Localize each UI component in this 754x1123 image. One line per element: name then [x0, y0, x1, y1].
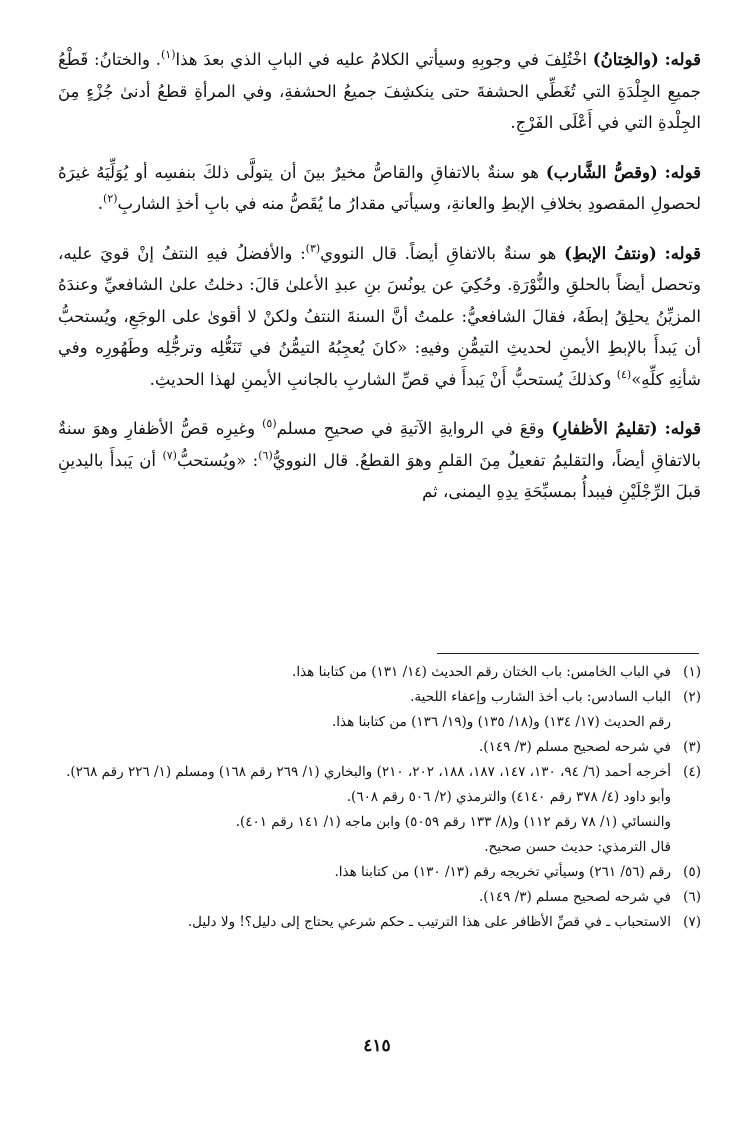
paragraph-term: (وقصُّ الشَّارب): [545, 162, 658, 182]
footnote-text: الاستحباب ـ في قصِّ الأظافر على هذا الترتيب ـ حكم شرعي يحتاج إلى دليل؟! ولا دليل.: [187, 914, 671, 930]
paragraph-text: .: [97, 194, 104, 213]
paragraph-text: : والأفضلُ فيهِ النتفُ إنْ قويَ عليه، وتحصل أيضاً بالحلقِ والنُّوْرَةِ. وحُكِيَ عن يونُسَ بنِ عبدِ الأعلىٰ قالَ: دخلتُ علىٰ الشافعيِّ وعندَهُ المزيِّنُ يحلِقُ إبطَهُ، فقالَ الشافعيُّ: علمتُ أنَّ السنةَ النتفُ ولكنْ لا أقوىٰ على الوجَعِ، ويُستحبُّ أن يَبدأَ بالإبطِ الأيمنِ لحديثِ التيمُّنِ وفيهِ: «كانَ يُعجِبُهُ التيمُّنُ في تَنَعُّلِه وترجُّلِه وطَهُورِه وفي شأنِهِ كلِّهِ»: [58, 243, 701, 389]
footnote-number: (٥): [683, 864, 701, 880]
footnote-text: رقم الحديث (١٧/ ١٣٤) و(١٨/ ١٣٥) و(١٩/ ١٣٦) من كتابنا هذا.: [331, 714, 671, 730]
paragraph-text: وغيرِه قصُّ الأظفارِ وهوَ سنةٌ بالاتفاقِ أيضاً، والتقليمُ تفعيلٌ مِنَ القلمِ وهوَ القطعُ. قال النوويُّ: [58, 419, 701, 470]
footnote-line: [58, 810, 701, 835]
footnote-text: في شرحه لصحيح مسلم (٣/ ١٤٩).: [479, 739, 671, 755]
paragraph: [58, 44, 701, 139]
page-number: ٤١٥: [363, 1036, 391, 1056]
footnote-line: [58, 735, 701, 760]
paragraph-text: هو سنةٌ بالاتفاقِ والقاصُّ مخيرٌ بينَ أن يتولَّى ذلكَ بنفسِه أو يُوَلِّيَهُ غيرَهُ لحصولِ المقصودِ بخلافِ الإبطِ والعانةِ، وسيأتي مقدارُ ما يُقَصُّ منه في بابِ أخذِ الشاربِ: [58, 162, 701, 213]
footnote-text: قال الترمذي: حديث حسن صحيح.: [484, 839, 671, 855]
paragraph-text: : «ويُستحبُّ: [176, 450, 259, 470]
footnote-line: [58, 785, 701, 810]
footnote-text: أخرجه أحمد (٦/ ٩٤، ١٣٠، ١٤٧، ١٨٧، ١٨٨، ٢٠٢، ٢١٠) والبخاري (١/ ٢٦٩ رقم ١٦٨) ومسلم (١/ ٢٢٦ رقم ٢٦٨).: [66, 764, 671, 780]
footnote-number: (٢): [683, 689, 701, 705]
footnote-line: [58, 685, 701, 710]
paragraph-term: (ونتفُ الإبطِ): [564, 243, 657, 263]
footnote-line: [58, 835, 701, 860]
footnote-line: [58, 910, 701, 935]
paragraph-label: قوله:: [664, 162, 701, 182]
footnotes: [58, 660, 701, 935]
footnote-text: في شرحه لصحيح مسلم (٣/ ١٤٩).: [479, 889, 671, 905]
footnote-number: (٦): [683, 889, 701, 905]
footnote-number: (٧): [683, 914, 701, 930]
footnote-number: (٣): [683, 739, 701, 755]
paragraph: [58, 157, 701, 220]
footnote-ref: (١): [161, 48, 176, 61]
footnote-text: في الباب الخامس: باب الختان رقم الحديث (١٤/ ١٣١) من كتابنا هذا.: [292, 664, 671, 680]
footnote-text: رقم (٥٦/ ٢٦١) وسيأتي تخريجه رقم (١٣/ ١٣٠) من كتابنا هذا.: [334, 864, 671, 880]
paragraph-text: اخْتُلِفَ في وجوبِهِ وسيأتي الكلامُ عليه في البابِ الذي بعدَ هذا: [175, 50, 593, 69]
paragraph-text: وكذلكَ يُستحبُّ أَنْ يَبدأَ في قصِّ الشاربِ بالجانبِ الأيمنِ لهذا الحديثِ.: [149, 369, 617, 389]
paragraph-text: . والختانُ: قَطْعُ جميعِ الجِلْدَةِ التي تُغَطِّي الحشفةَ حتى ينكشِفَ جميعُ الحشفةِ، وفي المرأةِ قطعُ أدنىٰ جُزْءٍ مِنَ الجِلْدةِ التي في أَعْلَى الفَرْجِ.: [58, 50, 701, 132]
paragraph: [58, 413, 701, 508]
paragraph-label: قوله:: [664, 50, 701, 69]
footnote-line: [58, 885, 701, 910]
paragraph-label: قوله:: [664, 419, 701, 438]
footnote-line: [58, 860, 701, 885]
footnote-number: (١): [683, 664, 701, 680]
footnote-ref: (٣): [305, 241, 321, 255]
footnote-separator: [437, 653, 699, 654]
footnote-line: [58, 760, 701, 785]
paragraph-term: (والخِتانُ): [592, 50, 659, 69]
footnote-text: الباب السادس: باب أخذ الشارب وإعفاء اللحية.: [410, 689, 671, 705]
footnote-line: [58, 710, 701, 735]
main-text: [58, 44, 701, 526]
footnote-line: [58, 660, 701, 685]
paragraph-text: أن يَبدأَ باليدينِ قبلَ الرِّجْلَيْنِ فيبدأُ بمسبِّحَةِ يدِهِ اليمنى، ثم: [58, 450, 701, 501]
footnote-text: وأبو داود (٤/ ٣٧٨ رقم ٤١٤٠) والترمذي (٢/ ٥٠٦ رقم ٦٠٨).: [346, 789, 671, 805]
footnote-number: (٤): [683, 764, 701, 780]
paragraph: [58, 238, 701, 396]
footnote-ref: (٧): [162, 448, 177, 462]
paragraph-label: قوله:: [664, 243, 701, 263]
footnote-ref: (٥): [262, 417, 277, 430]
footnote-ref: (٤): [616, 367, 632, 381]
footnote-text: والنسائي (١/ ٧٨ رقم ١١٢) و(٨/ ١٣٣ رقم ٥٠٥٩) وابن ماجه (١/ ١٤١ رقم ٤٠١).: [235, 814, 671, 830]
footnote-ref: (٦): [258, 448, 273, 462]
footnote-ref: (٢): [103, 192, 118, 205]
paragraph-term: (تقليمُ الأظفارِ): [551, 419, 658, 438]
paragraph-text: وقعَ في الروايةِ الآتيةِ في صحيحِ مسلم: [276, 419, 552, 438]
paragraph-text: هو سنةٌ بالاتفاقِ أيضاً. قال النووي: [320, 243, 565, 263]
